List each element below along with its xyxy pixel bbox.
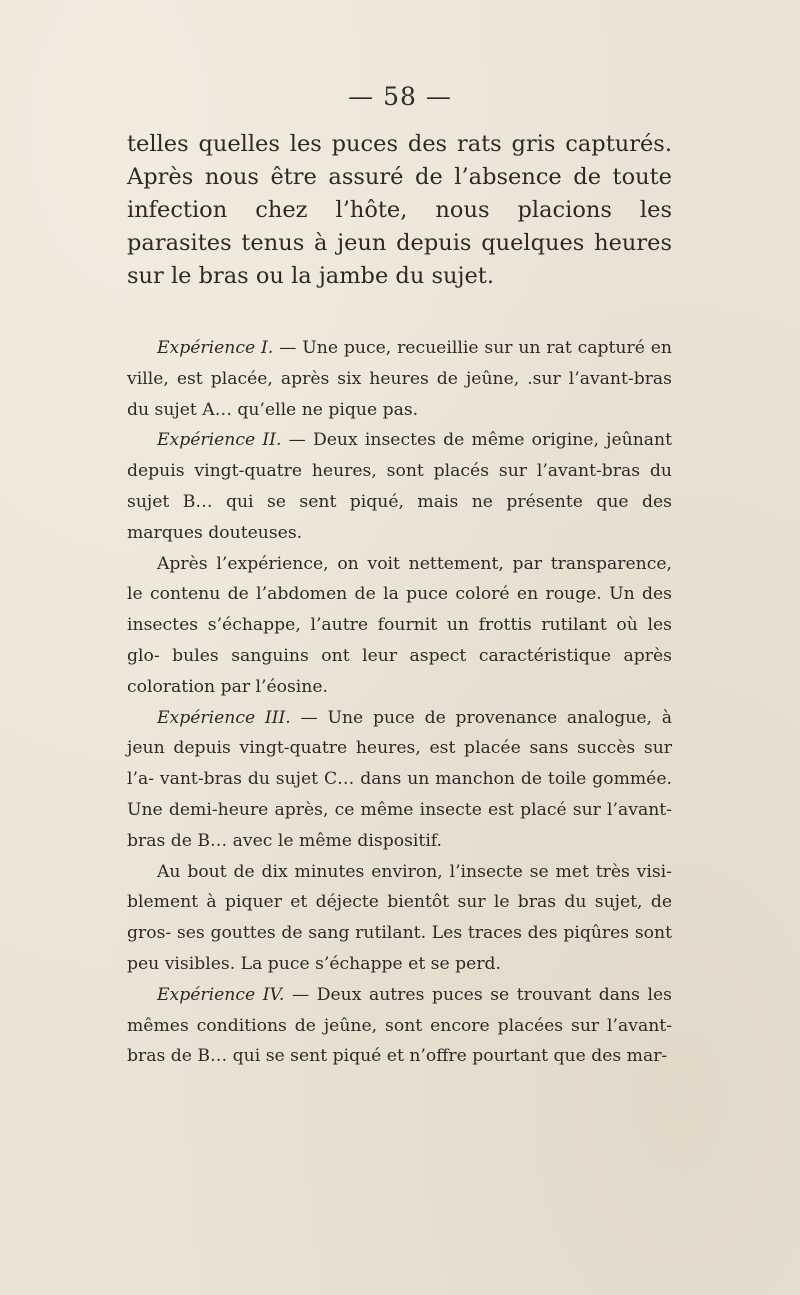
- paragraph-experience-1: [127, 333, 672, 425]
- paragraph-text: — Deux autres puces se trouvant dans les mêmes conditions de jeûne, sont encore placées sur l’avant- bras de B… qui se sent piqué et n’offre pourtant que des mar-: [127, 984, 672, 1067]
- experience-label: Expérience IV.: [157, 984, 285, 1005]
- body-text: [127, 333, 672, 1072]
- experience-label: Expérience I.: [157, 338, 274, 358]
- paragraph-result: [127, 857, 672, 980]
- paragraph-experience-3: [127, 703, 672, 857]
- paragraph-observation: [127, 549, 672, 703]
- lead-paragraph: telles quelles les puces des rats gris capturés. Après nous être assuré de l’absence de toute infection chez l’hôte, nous placions les parasites tenus à jeun depuis quelques heures sur le bras ou la jambe du sujet.: [127, 131, 672, 289]
- page-number: — 58 —: [348, 82, 452, 111]
- paragraph-experience-4: [127, 980, 672, 1072]
- paragraph-experience-2: [127, 425, 672, 548]
- paragraph-text: Au bout de dix minutes environ, l’insecte se met très visi- blement à piquer et déjecte bientôt sur le bras du sujet, de gros- ses gouttes de sang rutilant. Les traces des piqûres sont peu visibles. La puce s’échappe et se perd.: [127, 861, 672, 974]
- experience-label: Expérience II.: [157, 430, 282, 451]
- paragraph-text: — Deux insectes de même origine, jeûnant depuis vingt-quatre heures, sont placés sur l’avant-bras du sujet B… qui se sent piqué, mais ne présente que des marques douteuses.: [127, 430, 672, 543]
- paragraph-text: — Une puce de provenance analogue, à jeun depuis vingt-quatre heures, est placée sans succès sur l’a- vant-bras du sujet C… dans un manchon de toile gommée. Une demi-heure après, ce même insecte est placé sur l’avant-bras de B… avec le même dispositif.: [127, 707, 672, 851]
- paragraph-text: Après l’expérience, on voit nettement, par transparence, le contenu de l’abdomen de la puce coloré en rouge. Un des insectes s’échappe, l’autre fournit un frottis rutilant où les glo- bules sanguins ont leur aspect caractéristique après coloration par l’éosine.: [127, 553, 672, 697]
- paragraph-text: — Une puce, recueillie sur un rat capturé en ville, est placée, après six heures de jeûne, .sur l’avant-bras du sujet A… qu’elle ne pique pas.: [127, 338, 672, 420]
- experience-label: Expérience III.: [157, 707, 291, 728]
